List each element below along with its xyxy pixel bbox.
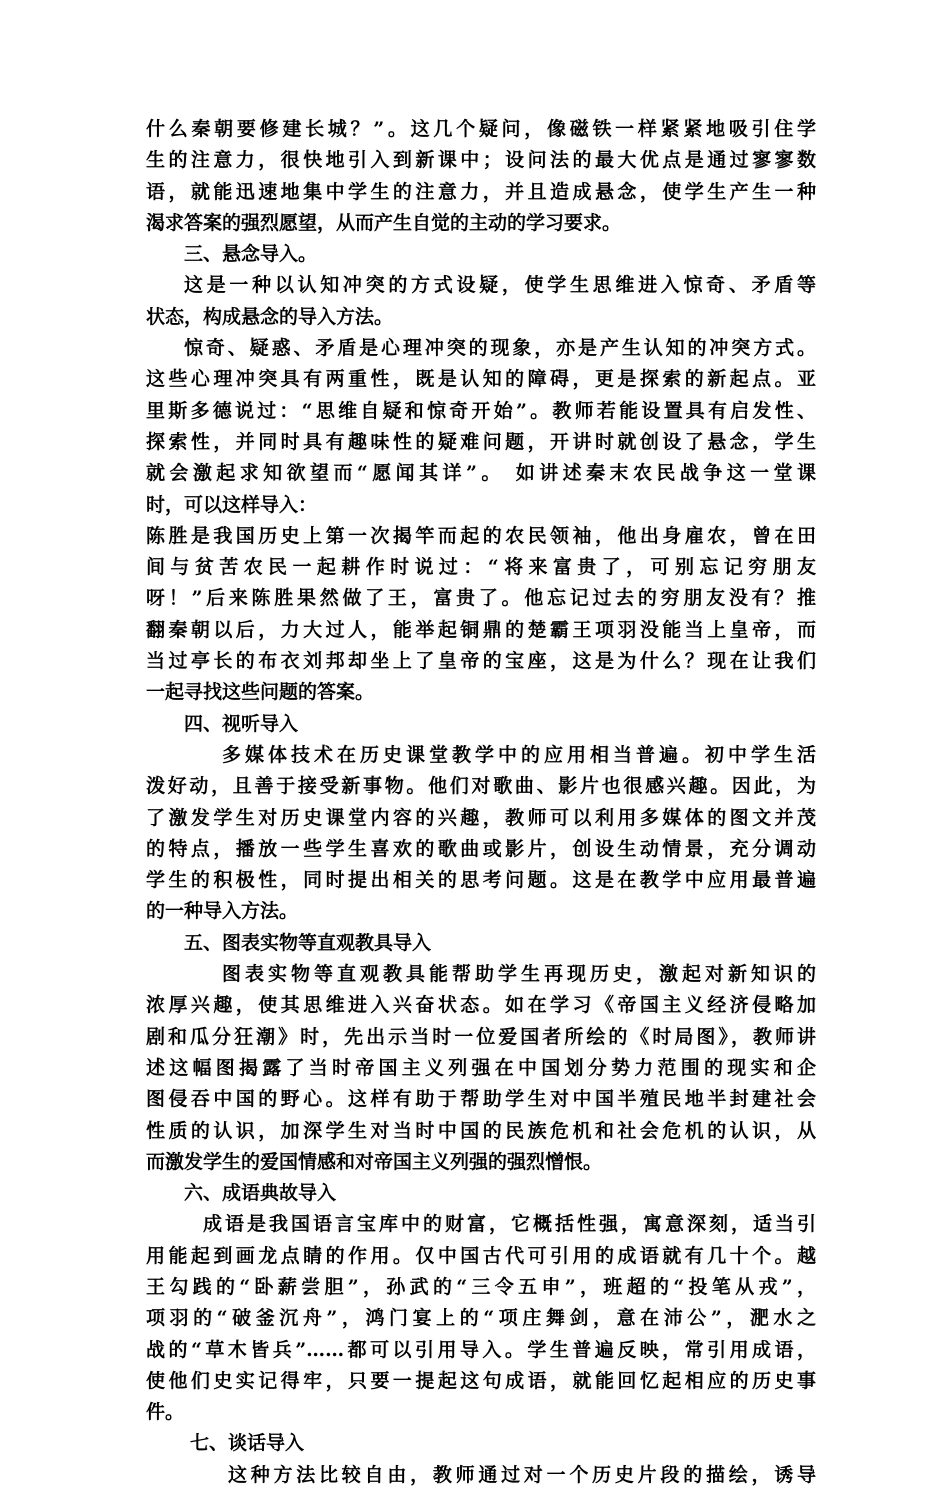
document-line: 的一种导入方法。 <box>146 900 299 923</box>
document-line: 渴求答案的强烈愿望，从而产生自觉的主动的学习要求。 <box>146 211 622 234</box>
document-line: 五、图表实物等直观教具导入 <box>184 931 432 954</box>
document-line: 剧和瓜分狂潮》时，先出示当时一位爱国者所绘的《时局图》，教师讲 <box>146 1025 816 1048</box>
document-line: 惊奇、疑惑、矛盾是心理冲突的现象，亦是产生认知的冲突方式。 <box>184 337 816 360</box>
document-line: 状态，构成悬念的导入方法。 <box>146 305 394 328</box>
document-line: 这些心理冲突具有两重性，既是认知的障碍，更是探索的新起点。亚 <box>146 368 816 391</box>
document-line: 语，就能迅速地集中学生的注意力，并且造成悬念，使学生产生一种 <box>146 180 816 203</box>
document-line: 什么秦朝要修建长城？”。这几个疑问，像磁铁一样紧紧地吸引住学 <box>146 118 816 140</box>
document-line: 泼好动，且善于接受新事物。他们对歌曲、影片也很感兴趣。因此，为 <box>146 775 816 798</box>
document-line: 成语是我国语言宝库中的财富，它概括性强，寓意深刻，适当引 <box>203 1213 816 1236</box>
document-line: 呀！”后来陈胜果然做了王，富贵了。他忘记过去的穷朋友没有？推 <box>146 587 816 610</box>
document-line: 一起寻找这些问题的答案。 <box>146 681 375 704</box>
document-line: 间与贫苦农民一起耕作时说过：“将来富贵了，可别忘记穷朋友 <box>146 556 816 579</box>
document-line: 王勾践的“卧薪尝胆”，孙武的“三令五申”，班超的“投笔从戎”， <box>146 1275 816 1298</box>
document-line: 学生的积极性，同时提出相关的思考问题。这是在教学中应用最普遍 <box>146 869 816 892</box>
document-line: 多媒体技术在历史课堂教学中的应用相当普遍。初中学生活 <box>222 743 816 766</box>
document-line: 当过亭长的布衣刘邦却坐上了皇帝的宝座，这是为什么？现在让我们 <box>146 650 816 673</box>
document-line: 这是一种以认知冲突的方式设疑，使学生思维进入惊奇、矛盾等 <box>184 274 816 297</box>
document-line: 战的“草木皆兵”……都可以引用导入。学生普遍反映，常引用成语， <box>146 1338 816 1361</box>
document-line: 了激发学生对历史课堂内容的兴趣，教师可以利用多媒体的图文并茂 <box>146 806 816 829</box>
document-line: 使他们史实记得牢，只要一提起这句成语，就能回忆起相应的历史事 <box>146 1369 816 1392</box>
document-line: 项羽的“破釜沉舟”，鸿门宴上的“项庄舞剑，意在沛公”，淝水之 <box>146 1307 816 1330</box>
document-line: 这种方法比较自由，教师通过对一个历史片段的描绘，诱导 <box>228 1463 816 1486</box>
document-line: 就会激起求知欲望而“愿闻其详”。 如讲述秦末农民战争这一堂课 <box>146 462 816 485</box>
document-line: 三、悬念导入。 <box>184 243 318 266</box>
document-line: 探索性，并同时具有趣味性的疑难问题，开讲时就创设了悬念，学生 <box>146 430 816 453</box>
document-line: 图表实物等直观教具能帮助学生再现历史，激起对新知识的 <box>222 963 816 986</box>
document-line: 生的注意力，很快地引入到新课中；设问法的最大优点是通过寥寥数 <box>146 149 816 172</box>
document-line: 而激发学生的爱国情感和对帝国主义列强的强烈憎恨。 <box>146 1150 603 1173</box>
document-line: 述这幅图揭露了当时帝国主义列强在中国划分势力范围的现实和企 <box>146 1056 816 1079</box>
document-body <box>146 114 816 1491</box>
document-line: 性质的认识，加深学生对当时中国的民族危机和社会危机的认识，从 <box>146 1119 816 1142</box>
document-line: 用能起到画龙点睛的作用。仅中国古代可引用的成语就有几十个。越 <box>146 1244 816 1267</box>
document-line: 浓厚兴趣，使其思维进入兴奋状态。如在学习《帝国主义经济侵略加 <box>146 994 816 1017</box>
document-line: 里斯多德说过：“思维自疑和惊奇开始”。教师若能设置具有启发性、 <box>146 399 816 422</box>
document-line: 六、成语典故导入 <box>184 1182 337 1205</box>
document-line: 图侵吞中国的野心。这样有助于帮助学生对中国半殖民地半封建社会 <box>146 1088 816 1111</box>
document-line: 时，可以这样导入： <box>146 493 318 516</box>
document-line: 的特点，播放一些学生喜欢的歌曲或影片，创设生动情景，充分调动 <box>146 837 816 860</box>
document-line: 件。 <box>146 1401 185 1424</box>
document-line: 七、谈话导入 <box>190 1432 305 1455</box>
document-line: 陈胜是我国历史上第一次揭竿而起的农民领袖，他出身雇农，曾在田 <box>146 524 816 547</box>
document-line: 四、视听导入 <box>184 712 299 735</box>
document-line: 翻秦朝以后，力大过人，能举起铜鼎的楚霸王项羽没能当上皇帝，而 <box>146 618 816 641</box>
